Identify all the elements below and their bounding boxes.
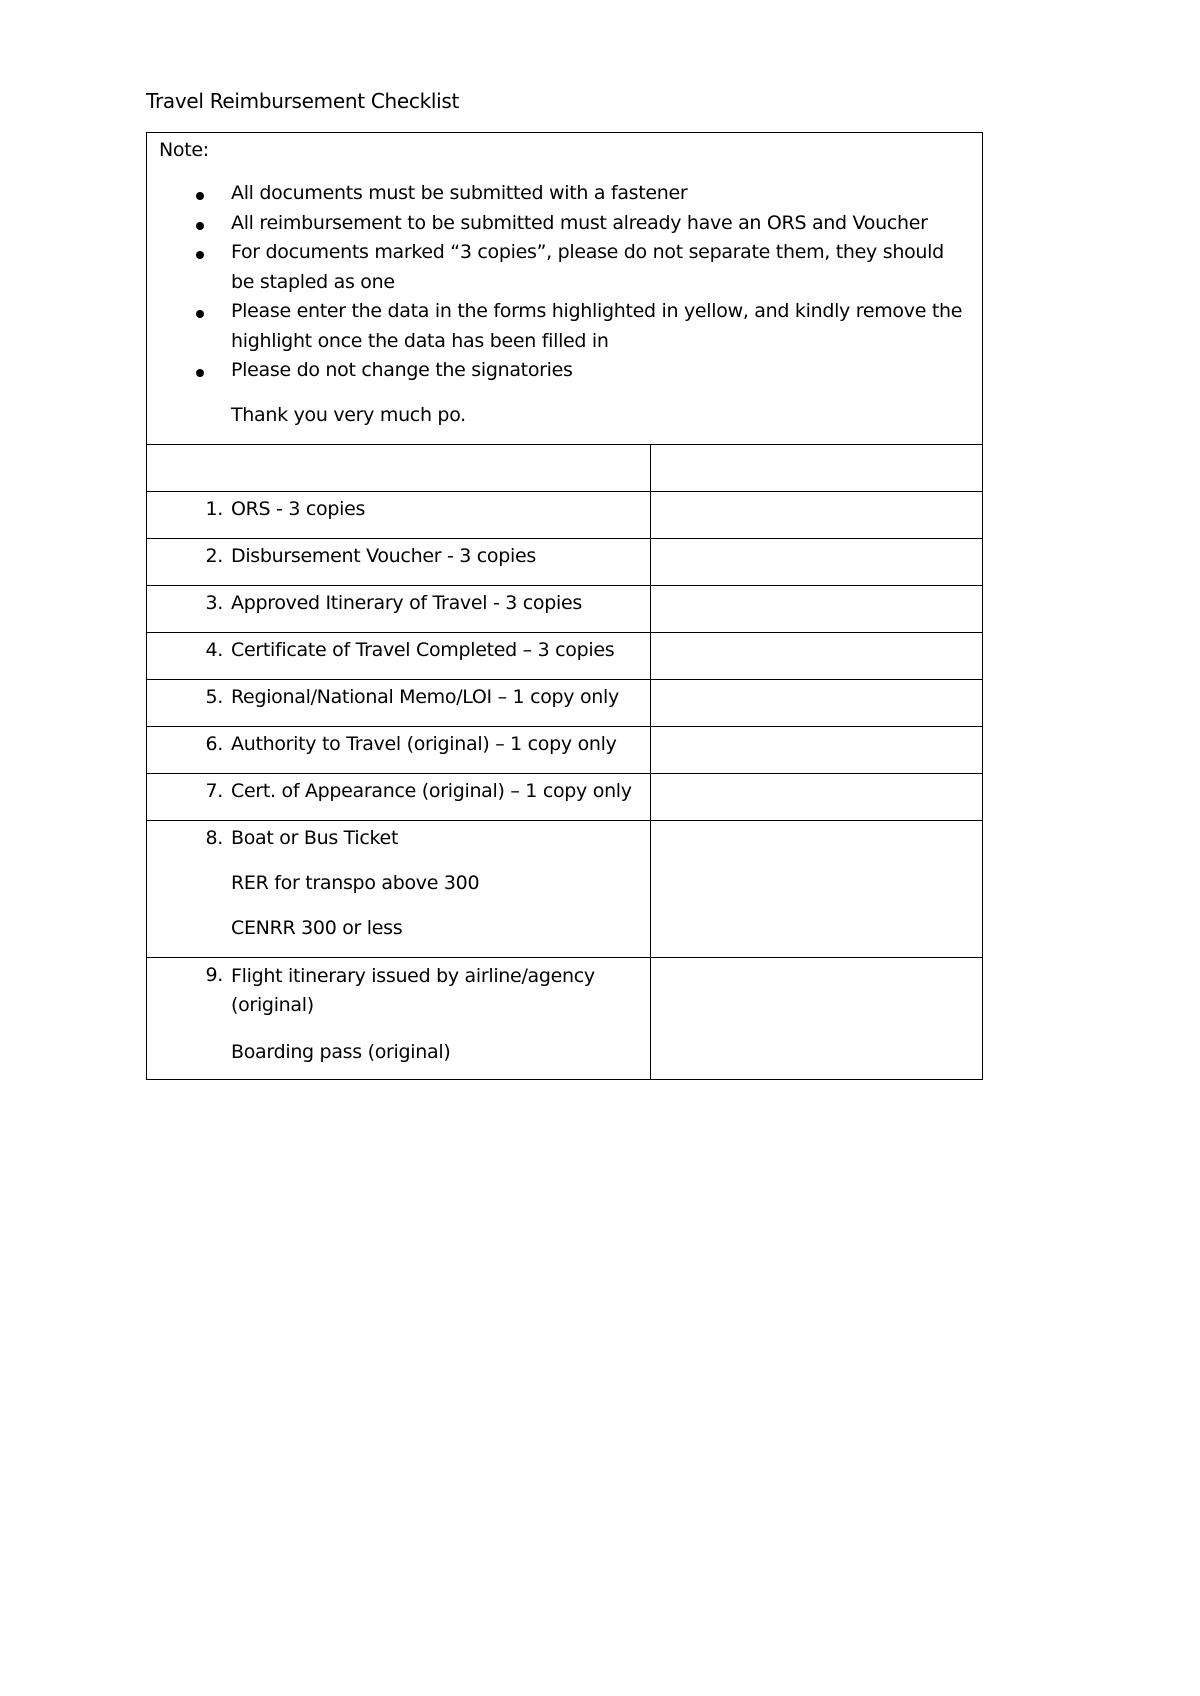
item-number: 2. <box>205 545 223 567</box>
check-cell[interactable] <box>651 958 983 1080</box>
check-cell[interactable] <box>651 492 983 539</box>
item-cell <box>147 680 651 727</box>
note-row <box>147 133 983 445</box>
table-row <box>147 633 983 680</box>
item-text: Certificate of Travel Completed – 3 copies <box>231 639 615 661</box>
table-row <box>147 539 983 586</box>
note-bullet-text: All reimbursement to be submitted must already have an ORS and Voucher <box>231 211 928 234</box>
bullet-icon <box>196 369 204 377</box>
bullet-icon <box>196 192 204 200</box>
table-row <box>147 727 983 774</box>
item-subtext: RER for transpo above 300 <box>231 872 480 894</box>
note-bullet-text: Please do not change the signatories <box>231 359 573 381</box>
table-row <box>147 958 983 1080</box>
check-cell[interactable] <box>651 821 983 958</box>
note-bullet-item <box>159 356 972 386</box>
check-cell[interactable] <box>651 539 983 586</box>
item-cell <box>147 633 651 680</box>
table-row <box>147 774 983 821</box>
note-thanks: Thank you very much po. <box>231 403 466 426</box>
note-bullet-item <box>159 297 972 356</box>
item-number: 8. <box>205 827 223 849</box>
note-bullet-text: For documents marked “3 copies”, please do not separate them, they should be stapled as one <box>231 241 944 293</box>
item-text: ORS - 3 copies <box>231 498 366 520</box>
item-subtext: Boarding pass (original) <box>231 1041 451 1063</box>
item-number: 5. <box>205 686 223 708</box>
item-cell <box>147 492 651 539</box>
table-row <box>147 586 983 633</box>
item-number: 7. <box>205 780 223 802</box>
item-cell <box>147 821 651 958</box>
empty-cell <box>147 445 651 492</box>
bullet-icon <box>196 310 204 318</box>
empty-cell <box>651 445 983 492</box>
table-row <box>147 492 983 539</box>
item-text: Approved Itinerary of Travel - 3 copies <box>231 592 582 614</box>
item-cell <box>147 958 651 1080</box>
item-text: Authority to Travel (original) – 1 copy only <box>231 733 617 755</box>
item-subtext: CENRR 300 or less <box>231 917 403 939</box>
table-row <box>147 821 983 958</box>
check-cell[interactable] <box>651 633 983 680</box>
note-cell <box>147 133 983 445</box>
checklist-table <box>146 132 983 1080</box>
note-label: Note: <box>159 139 209 161</box>
item-cell <box>147 727 651 774</box>
note-bullet-item <box>159 238 972 297</box>
item-cell <box>147 539 651 586</box>
check-cell[interactable] <box>651 586 983 633</box>
check-cell[interactable] <box>651 727 983 774</box>
item-cell <box>147 586 651 633</box>
bullet-icon <box>196 222 204 230</box>
bullet-icon <box>196 251 204 259</box>
item-number: 1. <box>205 498 223 520</box>
item-text: Flight itinerary issued by airline/agency (original) <box>231 965 595 1016</box>
note-bullet-item <box>159 179 972 209</box>
item-text: Regional/National Memo/LOI – 1 copy only <box>231 686 619 708</box>
table-row <box>147 680 983 727</box>
check-cell[interactable] <box>651 774 983 821</box>
page-title: Travel Reimbursement Checklist <box>146 89 460 113</box>
item-number: 9. <box>205 964 223 986</box>
note-bullet-text: Please enter the data in the forms highlighted in yellow, and kindly remove the highlight once the data has been filled in <box>231 300 963 352</box>
item-number: 6. <box>205 733 223 755</box>
check-cell[interactable] <box>651 680 983 727</box>
item-text: Boat or Bus Ticket <box>231 827 399 849</box>
item-text: Disbursement Voucher - 3 copies <box>231 545 536 567</box>
table-header-row <box>147 445 983 492</box>
note-bullet-item <box>159 209 972 239</box>
note-bullet-list <box>159 179 972 386</box>
item-cell <box>147 774 651 821</box>
note-bullet-text: All documents must be submitted with a fastener <box>231 182 688 204</box>
item-text: Cert. of Appearance (original) – 1 copy only <box>231 780 632 802</box>
item-number: 4. <box>205 639 223 661</box>
item-number: 3. <box>205 592 223 614</box>
